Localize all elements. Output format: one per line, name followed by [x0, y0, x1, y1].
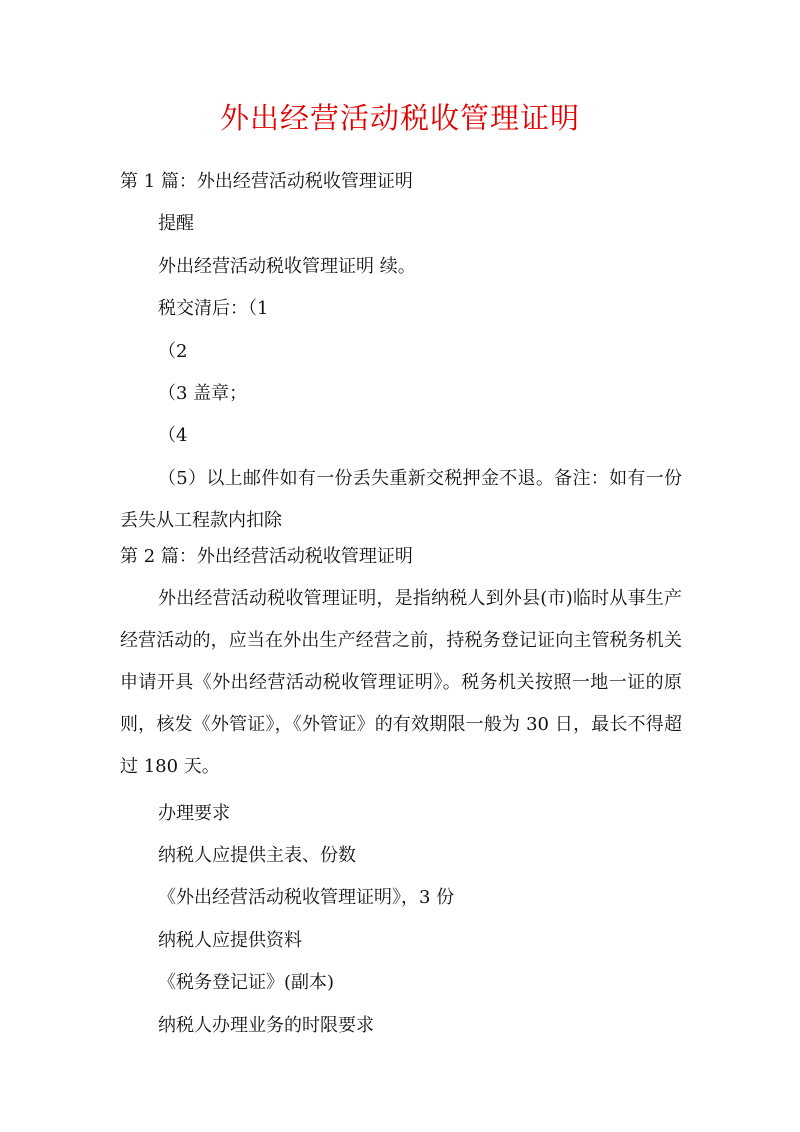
section2-heading: 第 2 篇：外出经营活动税收管理证明 [120, 546, 413, 567]
section1-note-paragraph: （5）以上邮件如有一份丢失重新交税押金不退。备注：如有一份丢失从工程款内扣除 [120, 468, 682, 531]
section1-heading: 第 1 篇：外出经营活动税收管理证明 [120, 171, 413, 192]
section2-line: 《外出经营活动税收管理证明》，3 份 [158, 887, 455, 908]
section1-line: （3 盖章； [158, 383, 248, 404]
section1-line: 提醒 [158, 213, 194, 234]
document-title: 外出经营活动税收管理证明 [219, 101, 580, 135]
section2-intro-paragraph: 外出经营活动税收管理证明，是指纳税人到外县(市)临时从事生产经营活动的，应当在外出生产经营之前，持税务登记证向主管税务机关申请开具《外出经营活动税收管理证明》。税务机关按照一地一证的原则，核发《外管证》，《外管证》的有效期限一般为 30 日，最长不得超过 180 天。 [120, 588, 682, 777]
section1-line: 税交清后：（1 [158, 298, 269, 319]
section2-line: 纳税人办理业务的时限要求 [158, 1015, 374, 1036]
section2-line: 纳税人应提供资料 [158, 930, 302, 951]
section2-line: 《税务登记证》(副本) [158, 972, 335, 993]
section1-line: 外出经营活动税收管理证明 续。 [158, 256, 416, 277]
section1-line: （2 [158, 341, 188, 362]
section2-line: 办理要求 [158, 803, 230, 824]
section1-line: （4 [158, 425, 188, 446]
section2-line: 纳税人应提供主表、份数 [158, 845, 356, 866]
